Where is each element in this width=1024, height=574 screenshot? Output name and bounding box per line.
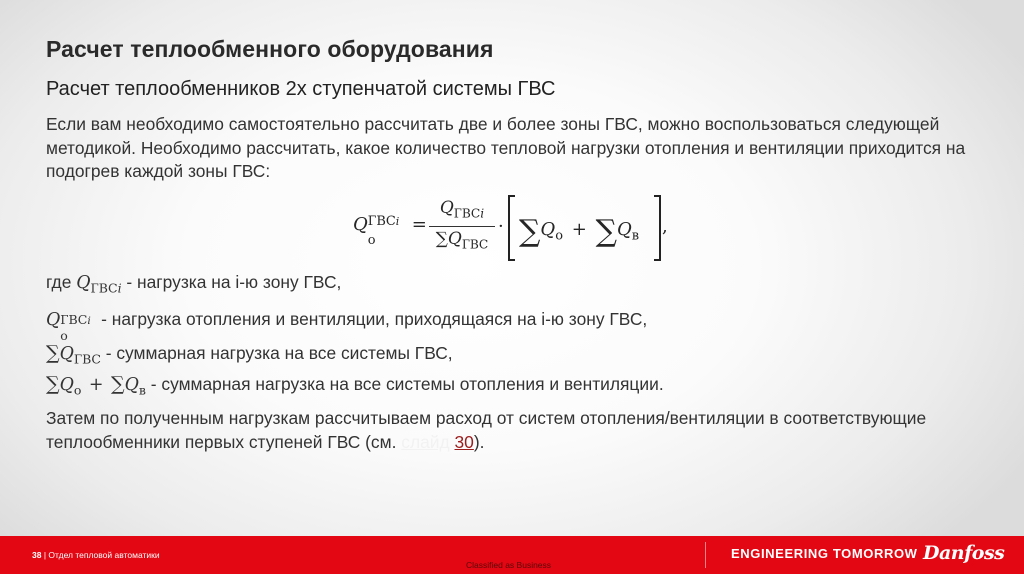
definition-item: $\sum Q_{ГВС}$ - суммарная нагрузка на все системы ГВС, bbox=[46, 342, 453, 367]
formula-lhs: Q ГВСi о = bbox=[353, 214, 427, 248]
closing-paragraph: Затем по полученным нагрузкам рассчитываем расход от систем отопления/вентиляции в соответствующие теплообменники первых ступеней ГВС (см. слайд 30). bbox=[46, 408, 927, 452]
main-formula bbox=[353, 194, 673, 266]
slide-title: Расчет теплообменного оборудования bbox=[46, 36, 494, 62]
footer-left: 38 | Отдел тепловой автоматики bbox=[32, 550, 160, 560]
slide-link-word[interactable]: слайд bbox=[401, 432, 450, 452]
footer-bar bbox=[0, 536, 1024, 574]
slogan: ENGINEERING TOMORROW bbox=[731, 546, 918, 561]
formula-dot: · bbox=[498, 216, 504, 237]
formula-bracket-content: $\sum Q_о + \sum Q_в$ bbox=[519, 214, 640, 249]
definition-item: Q ГВСi о - нагрузка отопления и вентиляции, приходящаяся на i-ю зону ГВС, bbox=[46, 309, 648, 343]
intro-paragraph: Если вам необходимо самостоятельно рассчитать две и более зоны ГВС, можно воспользоваться следующей методикой. Необходимо рассчитать, какое количество тепловой нагрузки отопления и вентиляции приходится на подогрев каждой зоны ГВС: bbox=[46, 114, 966, 181]
classification-label: Classified as Business bbox=[466, 560, 552, 570]
danfoss-logo: Danfoss bbox=[923, 542, 1005, 564]
formula-comma: , bbox=[662, 216, 668, 237]
slide-subtitle: Расчет теплообменников 2х ступенчатой системы ГВС bbox=[46, 78, 556, 100]
footer-divider bbox=[705, 542, 706, 568]
slide-link-number[interactable]: 30 bbox=[454, 432, 474, 452]
page-number: 38 bbox=[32, 550, 42, 560]
definition-item: $\sum Q_о + \sum Q_в$ - суммарная нагрузка на все системы отопления и вентиляции. bbox=[46, 373, 664, 398]
definition-item: где $Q_{ГВСi}$ - нагрузка на i-ю зону ГВС, bbox=[46, 272, 342, 296]
department-name: Отдел тепловой автоматики bbox=[48, 550, 160, 560]
formula-fraction: $Q_{ГВСi}$ $\sum Q_{ГВС}$ bbox=[429, 198, 495, 251]
